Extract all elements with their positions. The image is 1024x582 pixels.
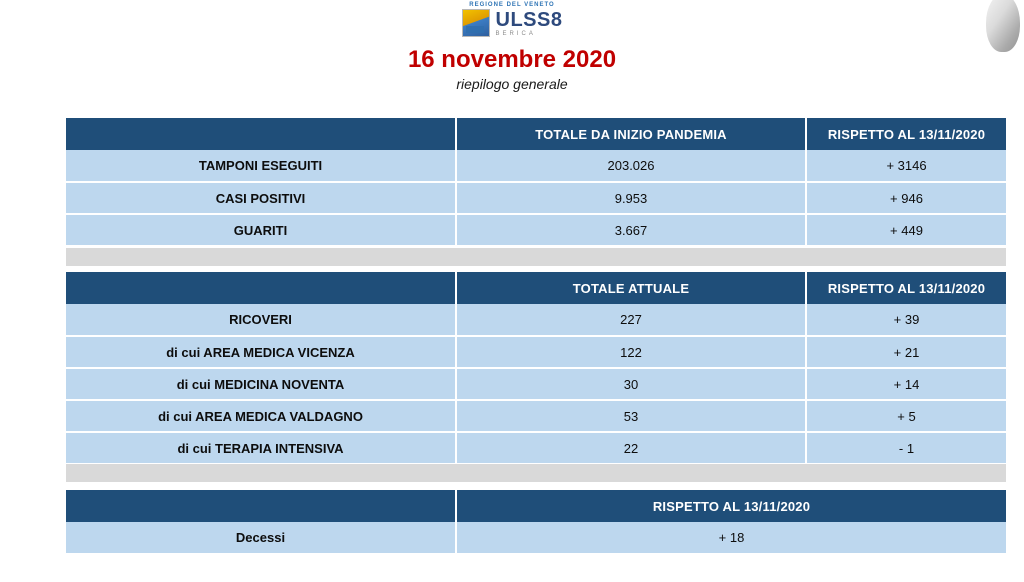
table-row bbox=[66, 432, 1006, 464]
row-value: 30 bbox=[456, 368, 806, 400]
row-value: 203.026 bbox=[456, 150, 806, 182]
row-value: 227 bbox=[456, 304, 806, 336]
row-delta: + 21 bbox=[806, 336, 1006, 368]
ulss-logo-icon bbox=[462, 9, 490, 37]
row-delta: + 3146 bbox=[806, 150, 1006, 182]
table-row bbox=[66, 214, 1006, 246]
row-delta: - 1 bbox=[806, 432, 1006, 464]
row-label: di cui TERAPIA INTENSIVA bbox=[66, 432, 456, 464]
section-separator bbox=[66, 248, 1006, 266]
table-row bbox=[66, 522, 1006, 554]
row-label: TAMPONI ESEGUITI bbox=[66, 150, 456, 182]
table-row bbox=[66, 304, 1006, 336]
region-label: REGIONE DEL VENETO bbox=[469, 2, 555, 8]
table-totals bbox=[66, 118, 1006, 247]
row-label: di cui AREA MEDICA VALDAGNO bbox=[66, 400, 456, 432]
header-cell-delta: RISPETTO AL 13/11/2020 bbox=[456, 490, 1006, 522]
logo bbox=[462, 9, 563, 37]
row-value: + 18 bbox=[456, 522, 1006, 554]
header-cell-delta: RISPETTO AL 13/11/2020 bbox=[806, 272, 1006, 304]
row-delta: + 39 bbox=[806, 304, 1006, 336]
logo-subname: BERICA bbox=[495, 30, 536, 37]
header-cell-delta: RISPETTO AL 13/11/2020 bbox=[806, 118, 1006, 150]
header-cell-blank bbox=[66, 272, 456, 304]
row-delta: + 5 bbox=[806, 400, 1006, 432]
row-value: 122 bbox=[456, 336, 806, 368]
row-label: di cui MEDICINA NOVENTA bbox=[66, 368, 456, 400]
row-value: 3.667 bbox=[456, 214, 806, 246]
logo-text bbox=[496, 10, 563, 37]
row-delta: + 14 bbox=[806, 368, 1006, 400]
slide-date: 16 novembre 2020 bbox=[407, 46, 617, 73]
table-row bbox=[66, 400, 1006, 432]
table-header-row bbox=[66, 272, 1006, 304]
table-current bbox=[66, 272, 1006, 465]
row-label: Decessi bbox=[66, 522, 456, 554]
table-row bbox=[66, 182, 1006, 214]
section-separator bbox=[66, 464, 1006, 482]
header-cell-blank bbox=[66, 490, 456, 522]
row-label: RICOVERI bbox=[66, 304, 456, 336]
row-label: CASI POSITIVI bbox=[66, 182, 456, 214]
table-row bbox=[66, 150, 1006, 182]
row-value: 53 bbox=[456, 400, 806, 432]
logo-block bbox=[0, 2, 1024, 42]
row-label: GUARITI bbox=[66, 214, 456, 246]
header-cell-total: TOTALE DA INIZIO PANDEMIA bbox=[456, 118, 806, 150]
header-cell-total: TOTALE ATTUALE bbox=[456, 272, 806, 304]
row-delta: + 946 bbox=[806, 182, 1006, 214]
row-value: 9.953 bbox=[456, 182, 806, 214]
table-header-row bbox=[66, 490, 1006, 522]
row-delta: + 449 bbox=[806, 214, 1006, 246]
row-value: 22 bbox=[456, 432, 806, 464]
header-cell-blank bbox=[66, 118, 456, 150]
table-row bbox=[66, 368, 1006, 400]
slide-subtitle: riepilogo generale bbox=[456, 76, 568, 92]
logo-name: ULSS8 bbox=[495, 8, 563, 31]
table-row bbox=[66, 336, 1006, 368]
table-deaths bbox=[66, 490, 1006, 555]
table-header-row bbox=[66, 118, 1006, 150]
row-label: di cui AREA MEDICA VICENZA bbox=[66, 336, 456, 368]
